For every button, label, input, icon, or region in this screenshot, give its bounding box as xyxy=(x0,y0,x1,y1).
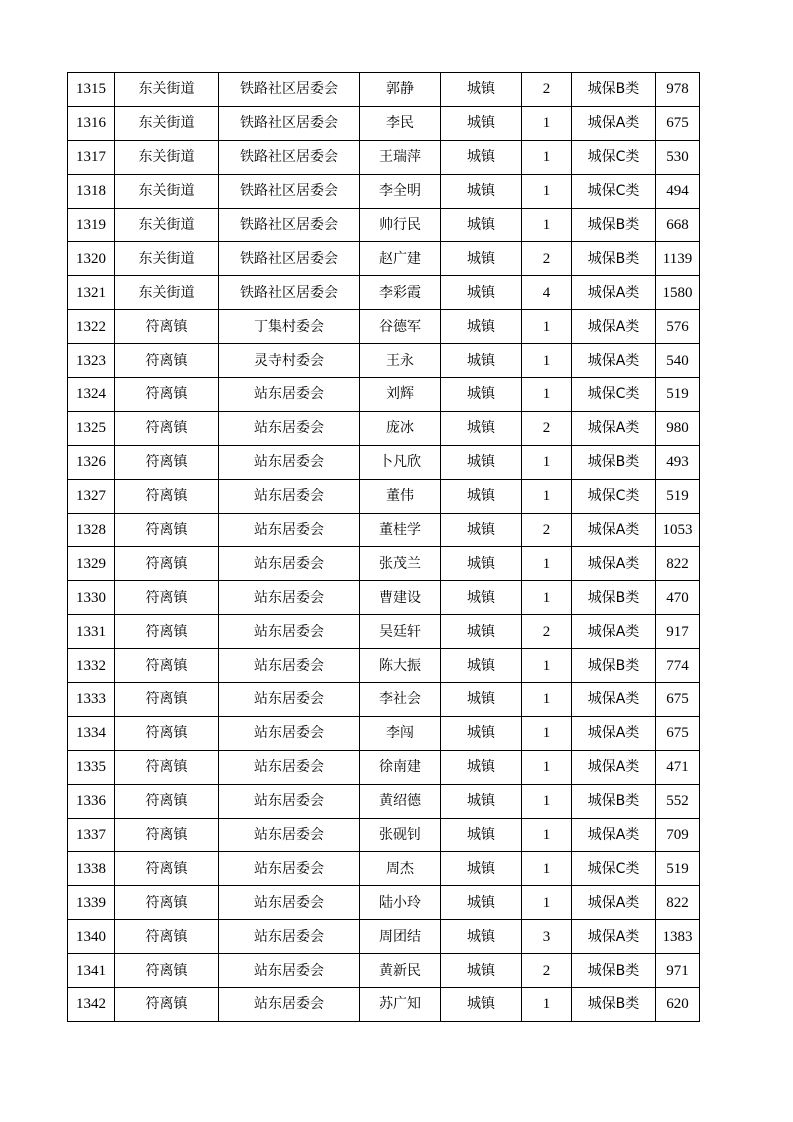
row-id-cell: 1324 xyxy=(68,378,115,412)
amount-cell: 471 xyxy=(656,750,700,784)
street-cell: 符离镇 xyxy=(115,886,219,920)
category-cell: 城保B类 xyxy=(572,73,656,107)
name-cell: 张砚钊 xyxy=(360,818,441,852)
household-type-cell: 城镇 xyxy=(441,276,522,310)
category-cell: 城保B类 xyxy=(572,242,656,276)
people-count-cell: 2 xyxy=(522,615,572,649)
row-id-cell: 1330 xyxy=(68,581,115,615)
name-cell: 李闯 xyxy=(360,716,441,750)
committee-cell: 站东居委会 xyxy=(219,954,360,988)
committee-cell: 站东居委会 xyxy=(219,445,360,479)
street-cell: 符离镇 xyxy=(115,310,219,344)
category-cell: 城保A类 xyxy=(572,276,656,310)
row-id-cell: 1318 xyxy=(68,174,115,208)
people-count-cell: 1 xyxy=(522,378,572,412)
amount-cell: 1383 xyxy=(656,920,700,954)
street-cell: 东关街道 xyxy=(115,208,219,242)
table-row xyxy=(68,513,700,547)
category-cell: 城保A类 xyxy=(572,750,656,784)
committee-cell: 站东居委会 xyxy=(219,818,360,852)
table-row xyxy=(68,886,700,920)
roster-table xyxy=(67,72,700,1022)
committee-cell: 站东居委会 xyxy=(219,547,360,581)
amount-cell: 675 xyxy=(656,683,700,717)
row-id-cell: 1334 xyxy=(68,716,115,750)
household-type-cell: 城镇 xyxy=(441,513,522,547)
household-type-cell: 城镇 xyxy=(441,649,522,683)
committee-cell: 站东居委会 xyxy=(219,479,360,513)
name-cell: 李全明 xyxy=(360,174,441,208)
household-type-cell: 城镇 xyxy=(441,242,522,276)
street-cell: 符离镇 xyxy=(115,411,219,445)
table-row xyxy=(68,242,700,276)
table-row xyxy=(68,581,700,615)
committee-cell: 站东居委会 xyxy=(219,784,360,818)
committee-cell: 铁路社区居委会 xyxy=(219,242,360,276)
category-cell: 城保C类 xyxy=(572,140,656,174)
people-count-cell: 1 xyxy=(522,852,572,886)
household-type-cell: 城镇 xyxy=(441,479,522,513)
table-row xyxy=(68,106,700,140)
amount-cell: 822 xyxy=(656,547,700,581)
row-id-cell: 1339 xyxy=(68,886,115,920)
street-cell: 东关街道 xyxy=(115,174,219,208)
amount-cell: 519 xyxy=(656,479,700,513)
category-cell: 城保A类 xyxy=(572,344,656,378)
category-cell: 城保B类 xyxy=(572,784,656,818)
category-cell: 城保B类 xyxy=(572,954,656,988)
household-type-cell: 城镇 xyxy=(441,547,522,581)
committee-cell: 站东居委会 xyxy=(219,886,360,920)
category-cell: 城保A类 xyxy=(572,547,656,581)
committee-cell: 铁路社区居委会 xyxy=(219,73,360,107)
category-cell: 城保C类 xyxy=(572,479,656,513)
table-row xyxy=(68,547,700,581)
committee-cell: 铁路社区居委会 xyxy=(219,106,360,140)
committee-cell: 铁路社区居委会 xyxy=(219,174,360,208)
street-cell: 符离镇 xyxy=(115,649,219,683)
committee-cell: 站东居委会 xyxy=(219,411,360,445)
name-cell: 董桂学 xyxy=(360,513,441,547)
household-type-cell: 城镇 xyxy=(441,581,522,615)
committee-cell: 站东居委会 xyxy=(219,852,360,886)
people-count-cell: 1 xyxy=(522,140,572,174)
street-cell: 符离镇 xyxy=(115,818,219,852)
amount-cell: 494 xyxy=(656,174,700,208)
category-cell: 城保A类 xyxy=(572,411,656,445)
row-id-cell: 1333 xyxy=(68,683,115,717)
name-cell: 王瑞萍 xyxy=(360,140,441,174)
row-id-cell: 1317 xyxy=(68,140,115,174)
people-count-cell: 1 xyxy=(522,547,572,581)
table-row xyxy=(68,954,700,988)
name-cell: 郭静 xyxy=(360,73,441,107)
people-count-cell: 1 xyxy=(522,174,572,208)
amount-cell: 576 xyxy=(656,310,700,344)
name-cell: 曹建设 xyxy=(360,581,441,615)
street-cell: 符离镇 xyxy=(115,716,219,750)
street-cell: 符离镇 xyxy=(115,581,219,615)
table-row xyxy=(68,649,700,683)
category-cell: 城保A类 xyxy=(572,683,656,717)
people-count-cell: 1 xyxy=(522,784,572,818)
people-count-cell: 2 xyxy=(522,954,572,988)
amount-cell: 709 xyxy=(656,818,700,852)
street-cell: 符离镇 xyxy=(115,920,219,954)
row-id-cell: 1315 xyxy=(68,73,115,107)
category-cell: 城保B类 xyxy=(572,581,656,615)
street-cell: 符离镇 xyxy=(115,445,219,479)
amount-cell: 470 xyxy=(656,581,700,615)
name-cell: 李社会 xyxy=(360,683,441,717)
row-id-cell: 1336 xyxy=(68,784,115,818)
committee-cell: 站东居委会 xyxy=(219,615,360,649)
table-row xyxy=(68,852,700,886)
street-cell: 符离镇 xyxy=(115,988,219,1022)
row-id-cell: 1340 xyxy=(68,920,115,954)
table-row xyxy=(68,683,700,717)
amount-cell: 530 xyxy=(656,140,700,174)
household-type-cell: 城镇 xyxy=(441,784,522,818)
category-cell: 城保B类 xyxy=(572,988,656,1022)
row-id-cell: 1328 xyxy=(68,513,115,547)
household-type-cell: 城镇 xyxy=(441,615,522,649)
name-cell: 王永 xyxy=(360,344,441,378)
category-cell: 城保A类 xyxy=(572,310,656,344)
table-row xyxy=(68,479,700,513)
amount-cell: 519 xyxy=(656,852,700,886)
household-type-cell: 城镇 xyxy=(441,378,522,412)
amount-cell: 1580 xyxy=(656,276,700,310)
household-type-cell: 城镇 xyxy=(441,174,522,208)
row-id-cell: 1342 xyxy=(68,988,115,1022)
committee-cell: 铁路社区居委会 xyxy=(219,208,360,242)
street-cell: 符离镇 xyxy=(115,615,219,649)
table-row xyxy=(68,716,700,750)
committee-cell: 站东居委会 xyxy=(219,750,360,784)
committee-cell: 站东居委会 xyxy=(219,378,360,412)
table-row xyxy=(68,310,700,344)
amount-cell: 978 xyxy=(656,73,700,107)
category-cell: 城保A类 xyxy=(572,513,656,547)
street-cell: 东关街道 xyxy=(115,242,219,276)
people-count-cell: 2 xyxy=(522,513,572,547)
table-row xyxy=(68,411,700,445)
people-count-cell: 2 xyxy=(522,242,572,276)
name-cell: 苏广知 xyxy=(360,988,441,1022)
table-row xyxy=(68,73,700,107)
row-id-cell: 1320 xyxy=(68,242,115,276)
name-cell: 李民 xyxy=(360,106,441,140)
household-type-cell: 城镇 xyxy=(441,310,522,344)
amount-cell: 774 xyxy=(656,649,700,683)
row-id-cell: 1321 xyxy=(68,276,115,310)
people-count-cell: 1 xyxy=(522,344,572,378)
street-cell: 东关街道 xyxy=(115,276,219,310)
people-count-cell: 1 xyxy=(522,310,572,344)
street-cell: 符离镇 xyxy=(115,344,219,378)
people-count-cell: 1 xyxy=(522,818,572,852)
row-id-cell: 1341 xyxy=(68,954,115,988)
name-cell: 陆小玲 xyxy=(360,886,441,920)
row-id-cell: 1325 xyxy=(68,411,115,445)
amount-cell: 552 xyxy=(656,784,700,818)
table-row xyxy=(68,344,700,378)
name-cell: 吴廷轩 xyxy=(360,615,441,649)
amount-cell: 917 xyxy=(656,615,700,649)
category-cell: 城保B类 xyxy=(572,649,656,683)
street-cell: 符离镇 xyxy=(115,378,219,412)
household-type-cell: 城镇 xyxy=(441,716,522,750)
household-type-cell: 城镇 xyxy=(441,852,522,886)
household-type-cell: 城镇 xyxy=(441,886,522,920)
committee-cell: 站东居委会 xyxy=(219,988,360,1022)
table-row xyxy=(68,140,700,174)
category-cell: 城保A类 xyxy=(572,716,656,750)
household-type-cell: 城镇 xyxy=(441,750,522,784)
amount-cell: 519 xyxy=(656,378,700,412)
household-type-cell: 城镇 xyxy=(441,683,522,717)
amount-cell: 971 xyxy=(656,954,700,988)
street-cell: 符离镇 xyxy=(115,479,219,513)
people-count-cell: 1 xyxy=(522,581,572,615)
people-count-cell: 2 xyxy=(522,411,572,445)
people-count-cell: 2 xyxy=(522,73,572,107)
table-row xyxy=(68,208,700,242)
household-type-cell: 城镇 xyxy=(441,73,522,107)
people-count-cell: 1 xyxy=(522,208,572,242)
committee-cell: 铁路社区居委会 xyxy=(219,140,360,174)
people-count-cell: 1 xyxy=(522,649,572,683)
household-type-cell: 城镇 xyxy=(441,106,522,140)
name-cell: 赵广建 xyxy=(360,242,441,276)
amount-cell: 675 xyxy=(656,716,700,750)
committee-cell: 站东居委会 xyxy=(219,920,360,954)
row-id-cell: 1319 xyxy=(68,208,115,242)
table-row xyxy=(68,445,700,479)
committee-cell: 站东居委会 xyxy=(219,683,360,717)
row-id-cell: 1316 xyxy=(68,106,115,140)
category-cell: 城保C类 xyxy=(572,174,656,208)
amount-cell: 668 xyxy=(656,208,700,242)
street-cell: 东关街道 xyxy=(115,106,219,140)
category-cell: 城保B类 xyxy=(572,445,656,479)
street-cell: 符离镇 xyxy=(115,547,219,581)
people-count-cell: 1 xyxy=(522,445,572,479)
row-id-cell: 1331 xyxy=(68,615,115,649)
people-count-cell: 1 xyxy=(522,479,572,513)
roster-body xyxy=(68,73,700,1022)
amount-cell: 822 xyxy=(656,886,700,920)
people-count-cell: 1 xyxy=(522,683,572,717)
name-cell: 谷德军 xyxy=(360,310,441,344)
household-type-cell: 城镇 xyxy=(441,208,522,242)
category-cell: 城保C类 xyxy=(572,378,656,412)
category-cell: 城保A类 xyxy=(572,886,656,920)
name-cell: 周团结 xyxy=(360,920,441,954)
table-row xyxy=(68,750,700,784)
name-cell: 张茂兰 xyxy=(360,547,441,581)
amount-cell: 1139 xyxy=(656,242,700,276)
row-id-cell: 1337 xyxy=(68,818,115,852)
people-count-cell: 1 xyxy=(522,750,572,784)
people-count-cell: 1 xyxy=(522,886,572,920)
category-cell: 城保C类 xyxy=(572,852,656,886)
household-type-cell: 城镇 xyxy=(441,954,522,988)
name-cell: 陈大振 xyxy=(360,649,441,683)
row-id-cell: 1327 xyxy=(68,479,115,513)
row-id-cell: 1323 xyxy=(68,344,115,378)
name-cell: 黄绍德 xyxy=(360,784,441,818)
category-cell: 城保A类 xyxy=(572,106,656,140)
table-row xyxy=(68,784,700,818)
category-cell: 城保A类 xyxy=(572,818,656,852)
row-id-cell: 1322 xyxy=(68,310,115,344)
people-count-cell: 1 xyxy=(522,716,572,750)
street-cell: 符离镇 xyxy=(115,784,219,818)
household-type-cell: 城镇 xyxy=(441,344,522,378)
amount-cell: 540 xyxy=(656,344,700,378)
table-row xyxy=(68,920,700,954)
street-cell: 符离镇 xyxy=(115,852,219,886)
category-cell: 城保A类 xyxy=(572,615,656,649)
name-cell: 庞冰 xyxy=(360,411,441,445)
category-cell: 城保B类 xyxy=(572,208,656,242)
row-id-cell: 1332 xyxy=(68,649,115,683)
name-cell: 帅行民 xyxy=(360,208,441,242)
people-count-cell: 3 xyxy=(522,920,572,954)
street-cell: 东关街道 xyxy=(115,140,219,174)
table-row xyxy=(68,818,700,852)
household-type-cell: 城镇 xyxy=(441,988,522,1022)
table-row xyxy=(68,378,700,412)
household-type-cell: 城镇 xyxy=(441,445,522,479)
table-row xyxy=(68,174,700,208)
committee-cell: 站东居委会 xyxy=(219,649,360,683)
committee-cell: 站东居委会 xyxy=(219,581,360,615)
category-cell: 城保A类 xyxy=(572,920,656,954)
table-row xyxy=(68,276,700,310)
committee-cell: 站东居委会 xyxy=(219,716,360,750)
people-count-cell: 1 xyxy=(522,106,572,140)
people-count-cell: 1 xyxy=(522,988,572,1022)
row-id-cell: 1335 xyxy=(68,750,115,784)
amount-cell: 620 xyxy=(656,988,700,1022)
amount-cell: 980 xyxy=(656,411,700,445)
table-row xyxy=(68,988,700,1022)
people-count-cell: 4 xyxy=(522,276,572,310)
committee-cell: 丁集村委会 xyxy=(219,310,360,344)
amount-cell: 675 xyxy=(656,106,700,140)
name-cell: 李彩霞 xyxy=(360,276,441,310)
row-id-cell: 1326 xyxy=(68,445,115,479)
name-cell: 徐南建 xyxy=(360,750,441,784)
row-id-cell: 1338 xyxy=(68,852,115,886)
name-cell: 黄新民 xyxy=(360,954,441,988)
household-type-cell: 城镇 xyxy=(441,818,522,852)
table-row xyxy=(68,615,700,649)
household-type-cell: 城镇 xyxy=(441,920,522,954)
amount-cell: 1053 xyxy=(656,513,700,547)
name-cell: 周杰 xyxy=(360,852,441,886)
street-cell: 符离镇 xyxy=(115,750,219,784)
household-type-cell: 城镇 xyxy=(441,411,522,445)
row-id-cell: 1329 xyxy=(68,547,115,581)
amount-cell: 493 xyxy=(656,445,700,479)
name-cell: 卜凡欣 xyxy=(360,445,441,479)
household-type-cell: 城镇 xyxy=(441,140,522,174)
committee-cell: 灵寺村委会 xyxy=(219,344,360,378)
street-cell: 符离镇 xyxy=(115,513,219,547)
name-cell: 董伟 xyxy=(360,479,441,513)
street-cell: 符离镇 xyxy=(115,683,219,717)
street-cell: 符离镇 xyxy=(115,954,219,988)
street-cell: 东关街道 xyxy=(115,73,219,107)
committee-cell: 铁路社区居委会 xyxy=(219,276,360,310)
name-cell: 刘辉 xyxy=(360,378,441,412)
committee-cell: 站东居委会 xyxy=(219,513,360,547)
